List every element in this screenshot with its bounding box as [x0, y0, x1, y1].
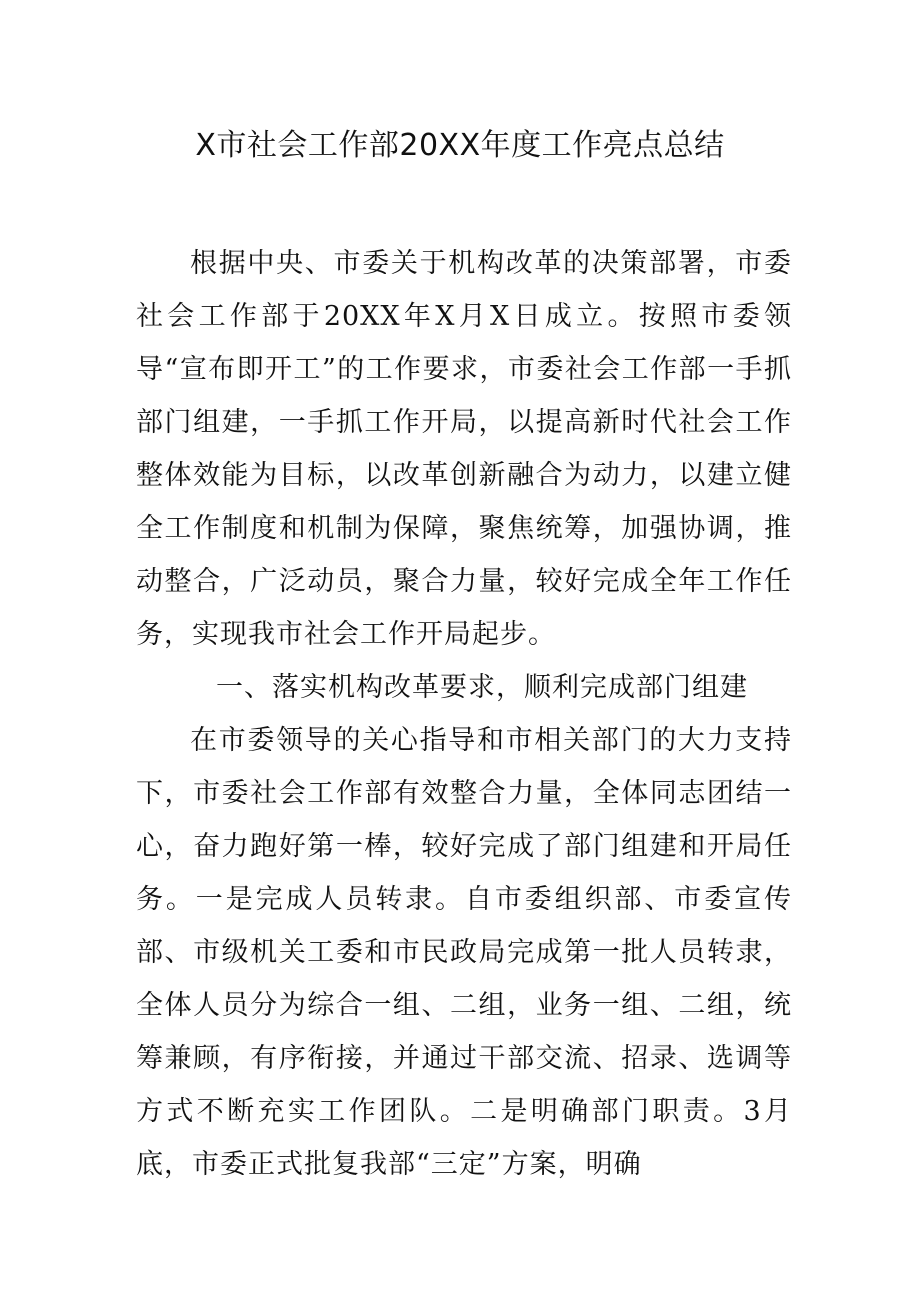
section-heading: 一、落实机构改革要求，顺利完成部门组建: [216, 672, 748, 703]
intro-paragraph: 根据中央、市委关于机构改革的决策部署，市委社会工作部于20XX年X月X日成立。按照市委领导“宣布即开工”的工作要求，市委社会工作部一手抓部门组建，一手抓工作开局，以提高新时代社会工作整体效能为目标，以改革创新融合为动力，以建立健全工作制度和机制为保障，聚焦统筹，加强协调，推动整合，广泛动员，聚合力量，较好完成全年工作任务，实现我市社会工作开局起步。: [136, 248, 792, 650]
section-paragraph: 在市委领导的关心指导和市相关部门的大力支持下，市委社会工作部有效整合力量，全体同志团结一心，奋力跑好第一棒，较好完成了部门组建和开局任务。一是完成人员转隶。自市委组织部、市委宣传部、市级机关工委和市民政局完成第一批人员转隶，全体人员分为综合一组、二组，业务一组、二组，统筹兼顾，有序衔接，并通过干部交流、招录、选调等方式不断充实工作团队。二是明确部门职责。3月底，市委正式批复我部“三定”方案，明确: [136, 725, 792, 1180]
document-title: X市社会工作部20XX年度工作亮点总结: [195, 128, 725, 163]
document-body: [136, 237, 792, 1191]
